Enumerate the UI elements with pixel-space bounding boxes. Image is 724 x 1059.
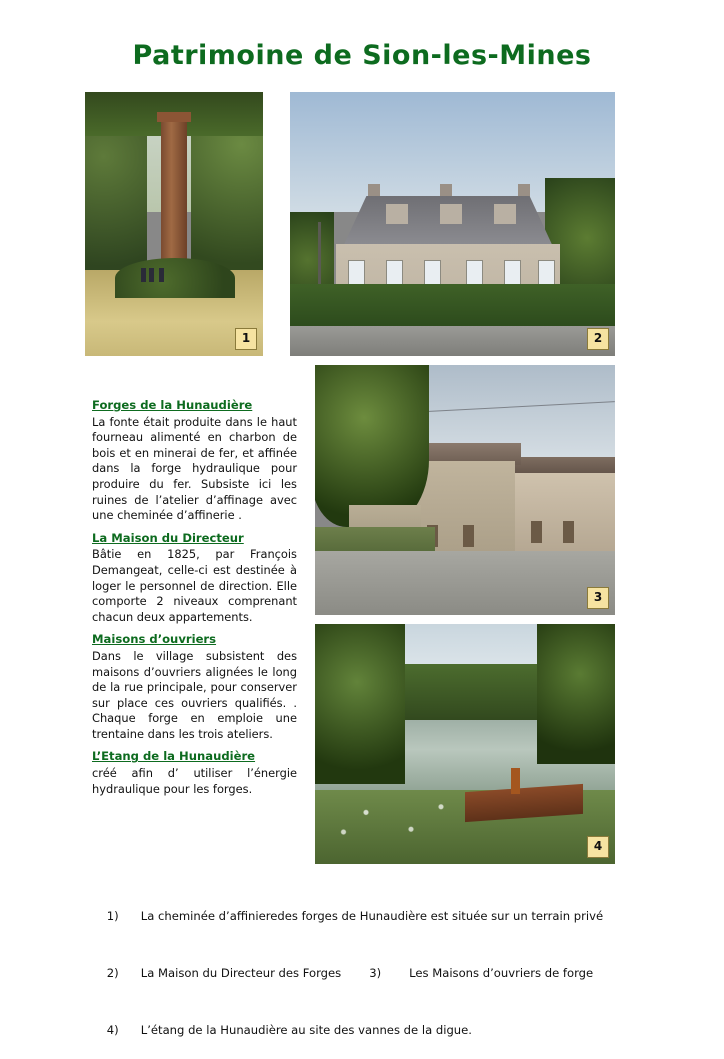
caption-row-2 <box>92 945 652 1002</box>
photo2-dormer <box>440 204 462 224</box>
photo1-bush <box>115 258 235 298</box>
photo2-window <box>386 260 403 286</box>
caption-text-2: La Maison du Directeur des Forges <box>140 966 342 980</box>
article-text-column <box>92 398 297 797</box>
photo1-person <box>159 268 164 282</box>
caption-number-4: 4) <box>106 1023 119 1037</box>
caption-text-1: La cheminée d’affinieredes forges de Hunaudière est située sur un terrain privé <box>140 909 604 923</box>
section-heading-etang: L’Etang de la Hunaudière <box>92 749 256 764</box>
photo4-tree-left <box>315 624 405 784</box>
photo2-window <box>538 260 555 286</box>
section-heading-maisons-ouvriers: Maisons d’ouvriers <box>92 632 217 647</box>
photo1-person <box>141 268 146 282</box>
photo2-dormer <box>494 204 516 224</box>
section-body-etang: créé afin d’ utiliser l’énergie hydraulique pour les forges. <box>92 766 297 796</box>
photo3-tree <box>315 365 429 527</box>
photo-pond-hunaudiere <box>315 624 615 864</box>
photo2-window <box>504 260 521 286</box>
photo-chimney-ruin <box>85 92 263 356</box>
photo-badge-3: 3 <box>587 587 609 609</box>
photo2-road <box>290 326 615 356</box>
caption-number-3: 3) <box>369 966 382 980</box>
photo1-person <box>149 268 154 282</box>
photo2-window <box>466 260 483 286</box>
photo3-door <box>531 521 542 543</box>
section-body-maisons-ouvriers: Dans le village subsistent des maisons d’ouvriers alignées le long de la rue principale, pour conserver sur place ces ouvriers qualifiés. . Chaque forge en emploie une trentaine dans les trois ateliers. <box>92 648 297 741</box>
photo2-hedge <box>290 284 615 328</box>
photo-badge-2: 2 <box>587 328 609 350</box>
caption-row-4 <box>92 1002 652 1059</box>
photo3-house-far <box>513 473 615 559</box>
photo4-post <box>511 768 520 794</box>
photo4-wildflowers <box>321 790 471 846</box>
section-heading-forges: Forges de la Hunaudière <box>92 398 253 412</box>
caption-text-3: Les Maisons d’ouvriers de forge <box>409 966 594 980</box>
caption-number-1: 1) <box>106 909 119 923</box>
photo2-window <box>424 260 441 286</box>
photo4-tree-right <box>537 624 615 764</box>
photo3-road <box>315 551 615 615</box>
section-heading-maison-directeur: La Maison du Directeur <box>92 530 244 545</box>
photo2-dormer <box>386 204 408 224</box>
photo-workers-houses-street <box>315 365 615 615</box>
page-title: Patrimoine de Sion-les-Mines <box>132 40 592 71</box>
caption-row-1 <box>92 888 652 945</box>
caption-number-2: 2) <box>106 966 119 980</box>
caption-text-4: L’étang de la Hunaudière au site des vannes de la digue. <box>140 1023 472 1037</box>
caption-list <box>92 888 652 1059</box>
photo-badge-4: 4 <box>587 836 609 858</box>
photo3-door <box>463 525 474 547</box>
photo1-chimney-cap <box>157 112 191 122</box>
photo2-window <box>348 260 365 286</box>
photo-directors-house <box>290 92 615 356</box>
section-body-maison-directeur: Bâtie en 1825, par François Demangeat, celle-ci est destinée à loger le personnel de direction. Elle comporte 2 niveaux comprenant chacun deux appartements. <box>92 547 297 624</box>
section-body-forges: La fonte était produite dans le haut fourneau alimenté en charbon de bois et en minerai de fer, et affinée dans la forge hydraulique pour produire du fer. Subsiste ici les ruines de l’atelier d’affinage avec une cheminée d’affinerie . <box>92 414 297 523</box>
photo3-door <box>563 521 574 543</box>
photo-badge-1: 1 <box>235 328 257 350</box>
